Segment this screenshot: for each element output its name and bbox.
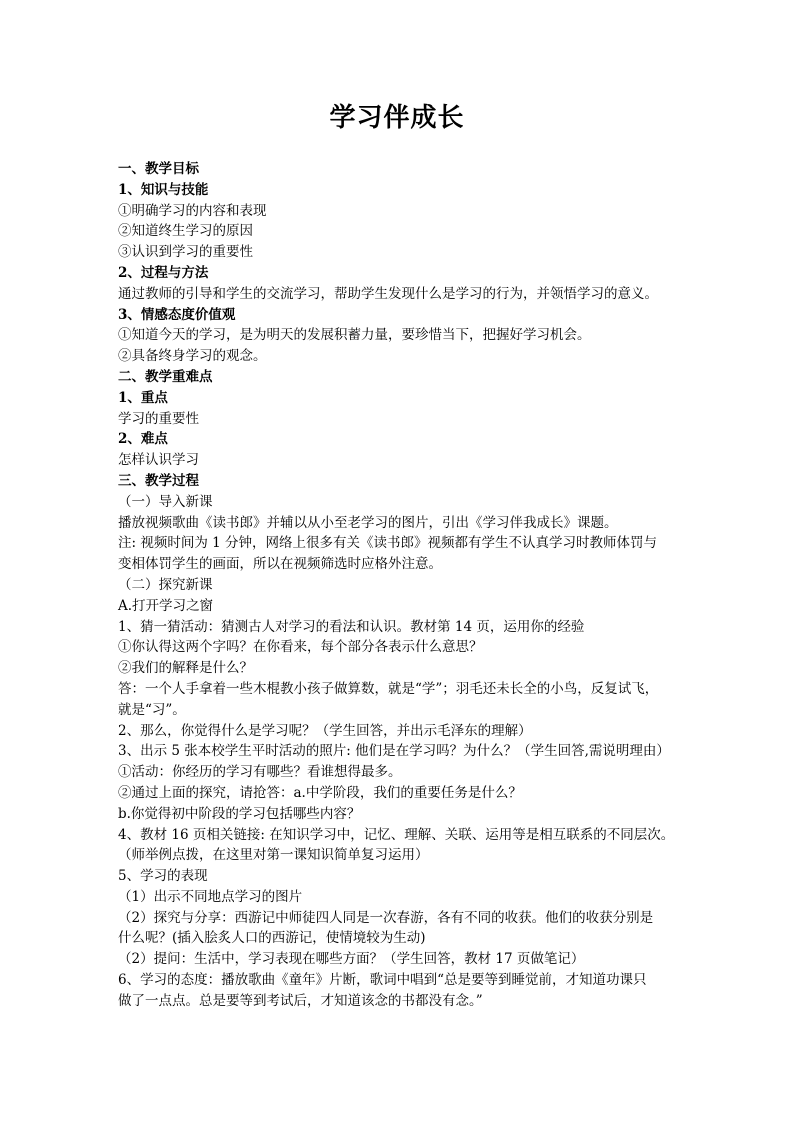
paragraph-line: 怎样认识学习 [118,452,199,469]
paragraph-line: 5、学习的表现 [118,868,208,885]
section-heading: 2、过程与方法 [118,264,209,281]
paragraph-line: 就是“习”。 [118,701,186,718]
paragraph-line: 学习的重要性 [118,410,199,427]
paragraph-line: ②通过上面的探究，请抢答：a.中学阶段，我们的重要任务是什么？ [118,784,522,801]
paragraph-line: 做了一点点。总是要等到考试后，才知道该念的书都没有念。” [118,992,483,1009]
section-heading: 1、知识与技能 [118,181,209,198]
paragraph-line: （1）出示不同地点学习的图片 [118,888,303,905]
section-heading: 一、教学目标 [118,161,199,177]
paragraph-line: 注: 视频时间为 1 分钟，网络上很多有关《读书郎》视频都有学生不认真学习时教师体罚与 [118,535,658,552]
document-title: 学习伴成长 [329,103,465,133]
paragraph-line: ①知道今天的学习，是为明天的发展积蓄力量，要珍惜当下，把握好学习机会。 [118,327,591,344]
paragraph-line: 变相体罚学生的画面，所以在视频筛选时应格外注意。 [118,556,442,573]
paragraph-line: ③认识到学习的重要性 [118,244,253,261]
paragraph-line: 2、那么，你觉得什么是学习呢？（学生回答，并出示毛泽东的理解） [118,722,532,739]
paragraph-line: 播放视频歌曲《读书郎》并辅以从小至老学习的图片，引出《学习伴我成长》课题。 [118,514,618,531]
document-body [118,159,698,1012]
paragraph-line: b.你觉得初中阶段的学习包括哪些内容？ [118,805,361,822]
paragraph-line: 3、出示 5 张本校学生平时活动的照片: 他们是在学习吗？为什么？（学生回答,需说明理由） [118,743,670,760]
paragraph-line: （2）提问：生活中，学习表现在哪些方面？（学生回答，教材 17 页做笔记） [118,951,585,968]
section-heading: 1、重点 [118,389,168,406]
paragraph-line: ①你认得这两个字吗？在你看来，每个部分各表示什么意思？ [118,639,483,656]
paragraph-line: ①活动：你经历的学习有哪些？看谁想得最多。 [118,764,402,781]
paragraph-line: 什么呢？(插入脍炙人口的西游记，使情境较为生动) [118,930,426,947]
paragraph-line: （2）探究与分享：西游记中师徒四人同是一次春游，各有不同的收获。他们的收获分别是 [118,909,654,926]
paragraph-line: 6、学习的态度：播放歌曲《童年》片断，歌词中唱到“总是要等到睡觉前，才知道功课只 [118,972,647,989]
paragraph-line: 4、教材 16 页相关链接: 在知识学习中，记忆、理解、关联、运用等是相互联系的不同层次。 [118,826,675,843]
paragraph-line: （一）导入新课 [118,493,213,510]
paragraph-line: ②知道终生学习的原因 [118,223,253,240]
section-heading: 二、教学重难点 [118,368,213,385]
paragraph-line: ②我们的解释是什么？ [118,660,253,677]
paragraph-line: （二）探究新课 [118,576,213,593]
section-heading: 三、教学过程 [118,472,199,489]
paragraph-line: （师举例点拨，在这里对第一课知识简单复习运用） [118,847,429,864]
paragraph-line: 答：一个人手拿着一些木棍教小孩子做算数，就是“学”；羽毛还未长全的小鸟，反复试飞， [118,680,659,697]
section-heading: 2、难点 [118,431,168,448]
paragraph-line: ②具备终身学习的观念。 [118,348,267,365]
section-heading: 3、情感态度价值观 [118,306,236,323]
paragraph-line: 1、猜一猜活动：猜测古人对学习的看法和认识。教材第 14 页，运用你的经验 [118,618,585,635]
paragraph-line: ①明确学习的内容和表现 [118,202,267,219]
paragraph-line: 通过教师的引导和学生的交流学习，帮助学生发现什么是学习的行为，并领悟学习的意义。 [118,285,658,302]
paragraph-line: A.打开学习之窗 [118,597,214,614]
